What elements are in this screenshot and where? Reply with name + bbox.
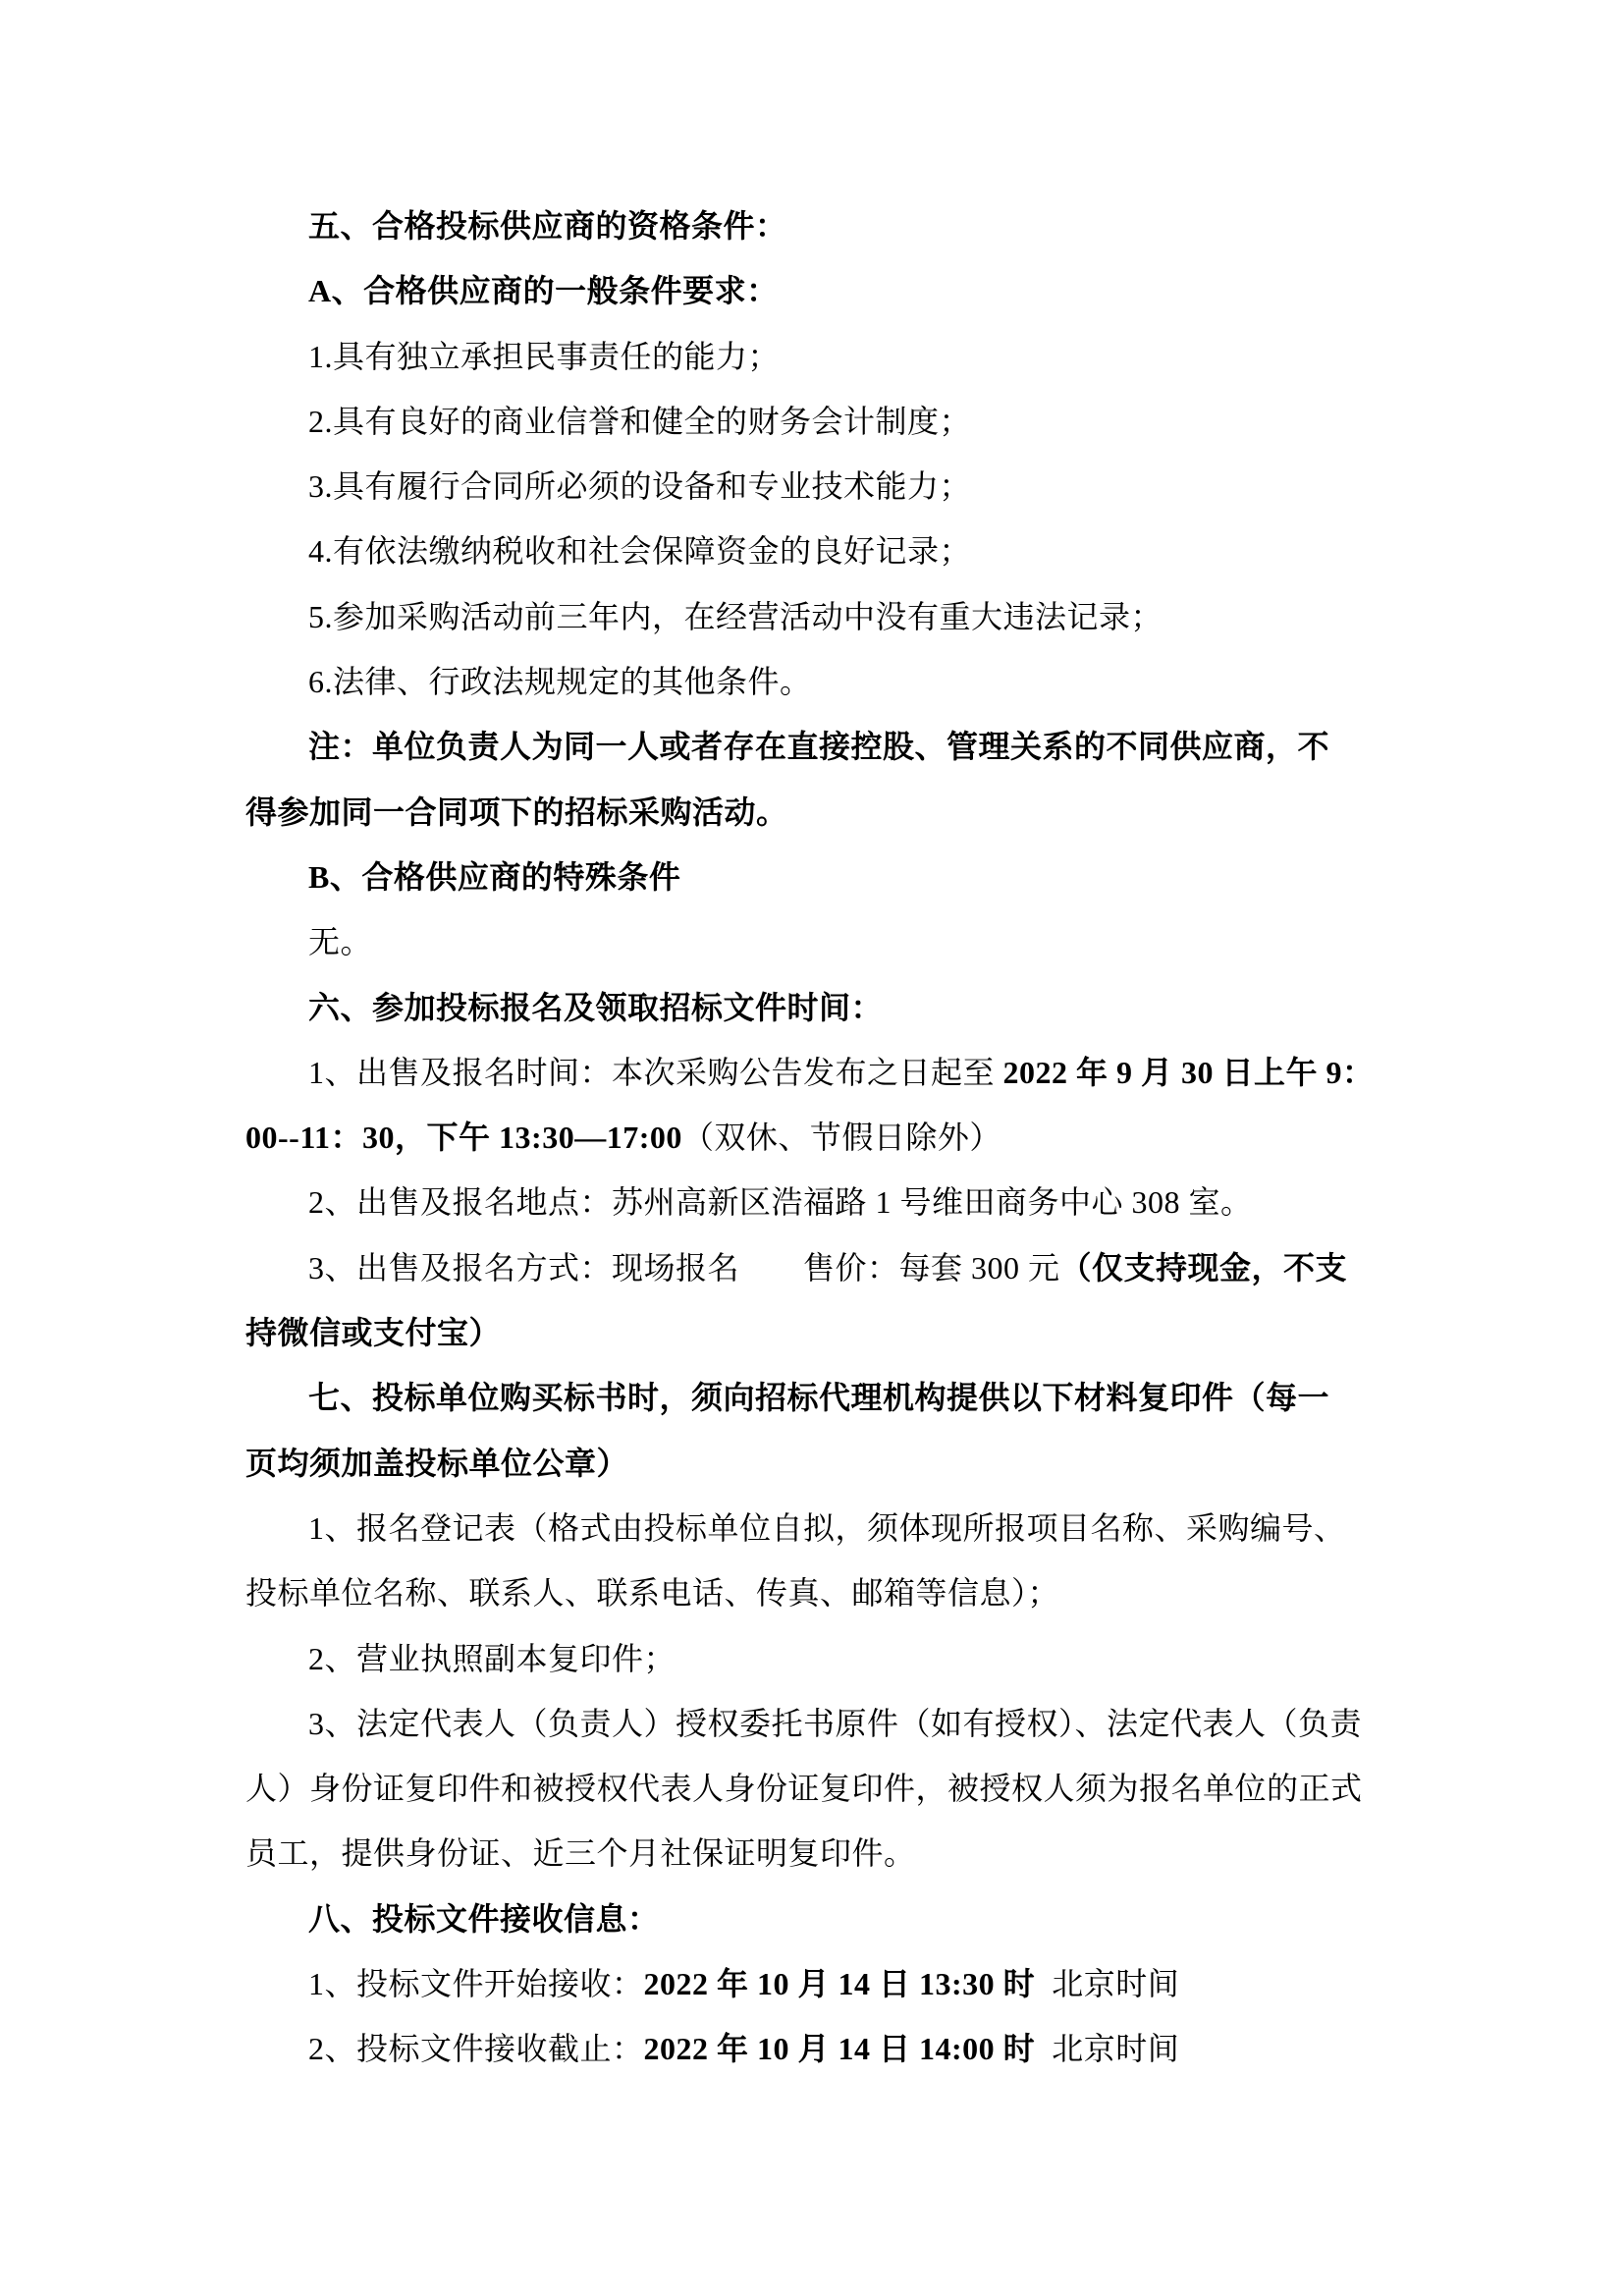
text-run: 人）身份证复印件和被授权代表人身份证复印件，被授权人须为报名单位的正式 <box>245 1771 1363 1807</box>
text-run: 5.参加采购活动前三年内，在经营活动中没有重大违法记录； <box>308 598 1163 634</box>
bold-text-run: A、合格供应商的一般条件要求： <box>308 273 779 309</box>
document-line <box>245 1560 1409 1625</box>
document-line <box>245 1040 1409 1105</box>
document-line <box>245 193 1409 258</box>
text-run: 1、出售及报名时间：本次采购公告发布之日起至 <box>308 1054 1003 1090</box>
text-run: 1.具有独立承担民事责任的能力； <box>308 338 781 374</box>
bold-text-run: 八、投标文件接收信息： <box>308 1900 660 1937</box>
document-line <box>245 1365 1409 1430</box>
document-text-block <box>245 193 1409 2082</box>
document-line <box>245 1105 1409 1170</box>
bold-text-run: 五、合格投标供应商的资格条件： <box>308 208 787 244</box>
bold-text-run: 2022 年 10 月 14 日 13:30 时 <box>643 1966 1036 2002</box>
text-run: 6.法律、行政法规规定的其他条件。 <box>308 664 812 700</box>
document-line <box>245 454 1409 519</box>
document-line <box>245 1496 1409 1560</box>
bold-text-run: 六、参加投标报名及领取招标文件时间： <box>308 989 884 1025</box>
document-line <box>245 1431 1409 1496</box>
bold-text-run: 00--11：30，下午 13:30—17:00 <box>245 1120 682 1156</box>
text-run: 1、报名登记表（格式由投标单位自拟，须体现所报项目名称、采购编号、 <box>308 1509 1346 1546</box>
document-line <box>245 1886 1409 1951</box>
bold-text-run: （仅支持现金，不支 <box>1059 1249 1348 1285</box>
bold-text-run: B、合格供应商的特殊条件 <box>308 858 681 895</box>
document-line <box>245 714 1409 779</box>
document-line <box>245 389 1409 454</box>
text-run: 2.具有良好的商业信誉和健全的财务会计制度； <box>308 403 972 439</box>
bold-text-run: 2022 年 10 月 14 日 14:00 时 <box>643 2031 1036 2067</box>
bold-text-run: 注：单位负责人为同一人或者存在直接控股、管理关系的不同供应商，不 <box>308 729 1330 765</box>
text-run: 3.具有履行合同所必须的设备和专业技术能力； <box>308 468 972 505</box>
text-run: 投标单位名称、联系人、联系电话、传真、邮箱等信息）； <box>245 1575 1060 1612</box>
document-line <box>245 909 1409 974</box>
text-run: 2、投标文件接收截止： <box>308 2031 644 2067</box>
document-line <box>245 1756 1409 1821</box>
text-run: 3、出售及报名方式：现场报名 售价：每套 300 元 <box>308 1249 1060 1285</box>
bold-text-run: 页均须加盖投标单位公章） <box>245 1445 629 1481</box>
text-run: 2、营业执照副本复印件； <box>308 1640 676 1676</box>
bold-text-run: 持微信或支付宝） <box>245 1315 502 1351</box>
document-line <box>245 1170 1409 1234</box>
text-run: 2、出售及报名地点：苏州高新区浩福路 1 号维田商务中心 308 室。 <box>308 1184 1253 1221</box>
document-line <box>245 1691 1409 1756</box>
document-line <box>245 324 1409 389</box>
text-run: 北京时间 <box>1035 2031 1180 2067</box>
text-run: （双休、节假日除外） <box>681 1120 1001 1156</box>
document-line <box>245 1235 1409 1300</box>
document-line <box>245 649 1409 714</box>
text-run: 4.有依法缴纳税收和社会保障资金的良好记录； <box>308 533 972 570</box>
bold-text-run: 2022 年 9 月 30 日上午 9： <box>1002 1054 1375 1090</box>
document-line <box>245 845 1409 909</box>
document-line <box>245 780 1409 845</box>
document-line <box>245 2016 1409 2081</box>
document-line <box>245 258 1409 323</box>
text-run: 员工，提供身份证、近三个月社保证明复印件。 <box>245 1835 916 1872</box>
document-line <box>245 519 1409 583</box>
document-line <box>245 1821 1409 1886</box>
document-line <box>245 1626 1409 1691</box>
document-line <box>245 975 1409 1040</box>
bold-text-run: 得参加同一合同项下的招标采购活动。 <box>245 793 788 830</box>
text-run: 3、法定代表人（负责人）授权委托书原件（如有授权）、法定代表人（负责 <box>308 1705 1363 1741</box>
document-line <box>245 584 1409 649</box>
text-run: 北京时间 <box>1035 1966 1180 2002</box>
bold-text-run: 七、投标单位购买标书时，须向招标代理机构提供以下材料复印件（每一 <box>308 1380 1330 1416</box>
text-run: 无。 <box>308 924 373 960</box>
document-line <box>245 1300 1409 1365</box>
document-line <box>245 1951 1409 2016</box>
text-run: 1、投标文件开始接收： <box>308 1966 644 2002</box>
